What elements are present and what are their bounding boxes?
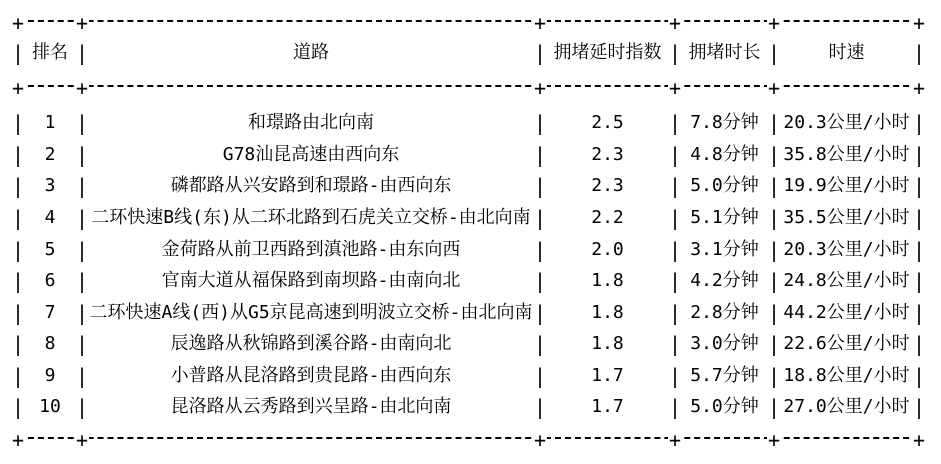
cell-delay-index: 2.5 — [591, 112, 624, 133]
column-separator — [913, 107, 925, 139]
column-separator — [913, 265, 925, 297]
cell-duration: 2.8分钟 — [690, 302, 759, 323]
cell-speed: 19.9公里/小时 — [783, 175, 910, 196]
table-row — [18, 360, 919, 392]
traffic-ranking-table — [18, 0, 919, 464]
cell-rank: 4 — [44, 207, 56, 228]
plus-intersection-icon — [11, 430, 25, 450]
plus-intersection-icon — [75, 430, 89, 450]
cell-road: 官南大道从福保路到南坝路-由南向北 — [161, 270, 461, 291]
plus-intersection-icon — [75, 78, 89, 98]
cell-speed: 18.8公里/小时 — [783, 365, 910, 386]
column-separator — [913, 328, 925, 360]
column-separator — [913, 170, 925, 202]
cell-road: 昆洛路从云秀路到兴呈路-由北向南 — [170, 396, 452, 417]
cell-rank: 1 — [44, 112, 56, 133]
cell-delay-index: 2.3 — [591, 144, 624, 165]
table-row — [18, 391, 919, 423]
cell-delay-index: 2.3 — [591, 175, 624, 196]
table-header-border — [18, 85, 919, 87]
cell-rank: 9 — [44, 365, 56, 386]
cell-road: 和璟路由北向南 — [248, 112, 374, 133]
cell-rank: 8 — [44, 333, 56, 354]
cell-speed: 44.2公里/小时 — [783, 302, 910, 323]
table-row — [18, 202, 919, 234]
column-separator — [913, 391, 925, 423]
cell-road: 二环快速B线(东)从二环北路到石虎关立交桥-由北向南 — [91, 207, 531, 228]
cell-delay-index: 1.8 — [591, 302, 624, 323]
cell-duration: 5.1分钟 — [690, 207, 759, 228]
table-row — [18, 265, 919, 297]
plus-intersection-icon — [912, 430, 926, 450]
col-header-speed: 时速 — [828, 42, 865, 63]
cell-rank: 5 — [44, 239, 56, 260]
column-separator — [913, 202, 925, 234]
cell-road: 金荷路从前卫西路到滇池路-由东向西 — [161, 239, 461, 260]
plus-intersection-icon — [767, 78, 781, 98]
cell-road: 辰逸路从秋锦路到溪谷路-由南向北 — [170, 333, 452, 354]
column-separator — [913, 297, 925, 329]
column-separator — [913, 234, 925, 266]
table-row — [18, 139, 919, 171]
table-row — [18, 170, 919, 202]
table-header-row — [18, 21, 919, 85]
plus-intersection-icon — [912, 78, 926, 98]
plus-intersection-icon — [767, 430, 781, 450]
cell-rank: 7 — [44, 302, 56, 323]
col-header-rank: 排名 — [32, 42, 68, 63]
cell-rank: 3 — [44, 175, 56, 196]
cell-speed: 20.3公里/小时 — [783, 239, 910, 260]
col-header-duration: 拥堵时长 — [688, 42, 761, 63]
table-row — [18, 297, 919, 329]
cell-delay-index: 1.8 — [591, 333, 624, 354]
cell-road: 小普路从昆洛路到贵昆路-由西向东 — [170, 365, 452, 386]
cell-speed: 24.8公里/小时 — [783, 270, 910, 291]
cell-duration: 3.1分钟 — [690, 239, 759, 260]
plus-intersection-icon — [668, 78, 682, 98]
cell-rank: 10 — [39, 396, 61, 417]
plus-intersection-icon — [533, 430, 547, 450]
cell-delay-index: 1.7 — [591, 365, 624, 386]
column-separator — [913, 139, 925, 171]
cell-speed: 35.5公里/小时 — [783, 207, 910, 228]
plus-intersection-icon — [668, 430, 682, 450]
cell-delay-index: 2.2 — [591, 207, 624, 228]
cell-duration: 4.8分钟 — [690, 144, 759, 165]
cell-road: G78汕昆高速由西向东 — [222, 144, 400, 165]
table-row — [18, 107, 919, 139]
cell-road: 磷都路从兴安路到和璟路-由西向东 — [170, 175, 452, 196]
cell-rank: 6 — [44, 270, 56, 291]
cell-speed: 27.0公里/小时 — [783, 396, 910, 417]
table-bottom-border — [18, 437, 919, 439]
table-row — [18, 234, 919, 266]
col-header-delay-index: 拥堵延时指数 — [553, 42, 662, 63]
table-row — [18, 328, 919, 360]
cell-delay-index: 1.8 — [591, 270, 624, 291]
cell-duration: 7.8分钟 — [690, 112, 759, 133]
cell-road: 二环快速A线(西)从G5京昆高速到明波立交桥-由北向南 — [89, 302, 533, 323]
cell-delay-index: 2.0 — [591, 239, 624, 260]
cell-speed: 35.8公里/小时 — [783, 144, 910, 165]
cell-duration: 5.0分钟 — [690, 175, 759, 196]
column-separator — [913, 360, 925, 392]
cell-duration: 5.0分钟 — [690, 396, 759, 417]
cell-rank: 2 — [44, 144, 56, 165]
col-header-road: 道路 — [293, 42, 329, 63]
cell-delay-index: 1.7 — [591, 396, 624, 417]
cell-duration: 3.0分钟 — [690, 333, 759, 354]
plus-intersection-icon — [533, 78, 547, 98]
plus-intersection-icon — [11, 78, 25, 98]
cell-duration: 4.2分钟 — [690, 270, 759, 291]
cell-speed: 22.6公里/小时 — [783, 333, 910, 354]
cell-speed: 20.3公里/小时 — [783, 112, 910, 133]
cell-duration: 5.7分钟 — [690, 365, 759, 386]
